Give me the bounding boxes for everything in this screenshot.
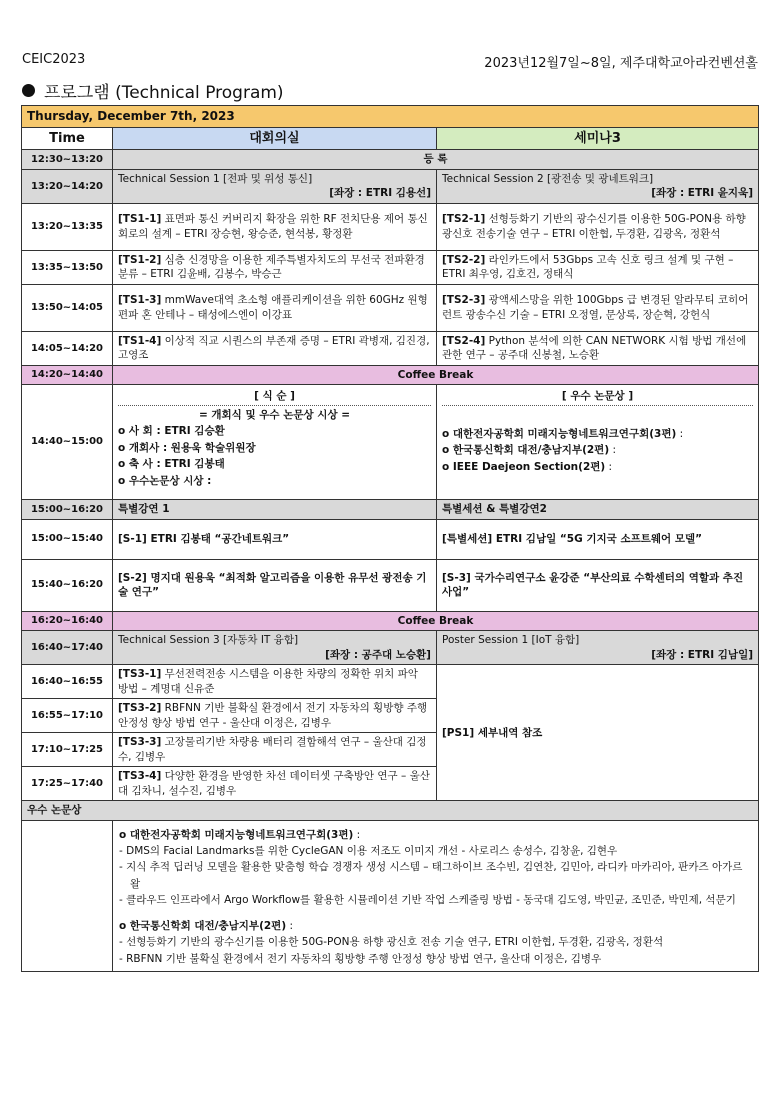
session1-header bbox=[113, 169, 437, 203]
time-cell: 12:30~13:20 bbox=[22, 150, 113, 169]
session-header-row bbox=[22, 631, 759, 665]
session1-chair: [좌장 : ETRI 김용선] bbox=[329, 187, 431, 200]
awards-group: o 한국통신학회 대전/충남지부(2편) : bbox=[119, 920, 294, 933]
bullet-dot-icon bbox=[22, 84, 35, 97]
coffee-break-label: Coffee Break bbox=[113, 611, 759, 630]
time-cell: 13:35~13:50 bbox=[22, 250, 113, 284]
program-title bbox=[22, 78, 284, 103]
awards-item: - 클라우드 인프라에서 Argo Workflow를 활용한 시뮬레이션 기반 작업 스케줄링 방법 - 동국대 김도영, 박민균, 조민준, 박민제, 석문기 bbox=[119, 893, 736, 906]
poster-session-header bbox=[437, 631, 759, 665]
paper-text: 표면파 통신 커버리지 확장을 위한 RF 전치단용 제어 통신 회로의 설계 – ETRI 장승현, 왕승준, 현석봉, 황정환 bbox=[118, 213, 428, 240]
paper-id: [TS1-1] bbox=[118, 213, 162, 226]
paper-text: mmWave대역 초소형 애플리케이션을 위한 60GHz 원형편파 혼 안테나 – 태성에스엔이 이강표 bbox=[118, 294, 428, 321]
day-label: Thursday, December 7th, 2023 bbox=[22, 106, 759, 128]
poster-session-body: [PS1] 세부내역 참조 bbox=[437, 665, 759, 801]
talk-cell bbox=[113, 733, 437, 767]
session3-title: Technical Session 3 [자동차 IT 융합] bbox=[118, 634, 299, 647]
talk-cell bbox=[437, 250, 759, 284]
ceremony-subtitle: = 개회식 및 우수 논문상 시상 = bbox=[198, 408, 351, 421]
talk-cell bbox=[113, 767, 437, 801]
conference-name: CEIC2023 bbox=[22, 52, 86, 67]
awards-list bbox=[113, 820, 759, 971]
awards-header-row bbox=[22, 801, 759, 820]
paper-text: 심층 신경망을 이용한 제주특별자치도의 무선국 전파환경 분류 – ETRI 김윤배, 김봉수, 박승근 bbox=[118, 253, 425, 281]
paper-text: 라인카드에서 53Gbps 고속 신호 링크 설계 및 구현 – ETRI 최우영, 김호건, 정태식 bbox=[442, 253, 734, 281]
paper-text: 이상적 직교 시퀀스의 부존재 증명 – ETRI 곽병재, 김진경, 고영조 bbox=[118, 334, 430, 362]
talk-cell bbox=[113, 284, 437, 331]
paper-id: [TS2-1] bbox=[442, 213, 486, 226]
paper-text: 다양한 환경을 반영한 차선 데이터셋 구축방안 연구 – 울산대 김차니, 설수진, 김병우 bbox=[118, 770, 430, 797]
awards-item: - 지식 추적 딥러닝 모델을 활용한 맞춤형 학습 경쟁자 생성 시스템 – 태그하이브 조수빈, 김연찬, 김민아, 라디카 마카리아, 판카즈 아가르왈 bbox=[119, 861, 743, 890]
time-cell: 14:05~14:20 bbox=[22, 331, 113, 365]
col-room1-header: 대회의실 bbox=[113, 127, 437, 150]
paper-text: RBFNN 기반 불확실 환경에서 전기 자동차의 횡방향 주행 안정성 향상 방법 연구 - 울산대 이정은, 김병우 bbox=[118, 702, 428, 729]
talk-cell bbox=[113, 203, 437, 250]
session3-chair: [좌장 : 공주대 노승환] bbox=[325, 648, 431, 661]
session-header-row bbox=[22, 169, 759, 203]
best-paper-item: o 대한전자공학회 미래지능형네트워크연구회(3편) : bbox=[442, 427, 684, 440]
time-cell: 13:20~14:20 bbox=[22, 169, 113, 203]
col-time-header: Time bbox=[22, 127, 113, 150]
paper-id: [TS3-4] bbox=[118, 770, 162, 783]
time-cell: 14:20~14:40 bbox=[22, 365, 113, 384]
talk-cell bbox=[113, 331, 437, 365]
talk-cell bbox=[437, 331, 759, 365]
paper-text: Python 분석에 의한 CAN NETWORK 시험 방법 개선에 관한 연구 – 공주대 신봉철, 노승환 bbox=[442, 334, 747, 362]
special-session-title: 특별세션 & 특별강연2 bbox=[437, 500, 759, 519]
talk-row bbox=[22, 665, 759, 699]
poster-session-chair: [좌장 : ETRI 김남일] bbox=[651, 648, 754, 661]
paper-id: [TS3-1] bbox=[118, 668, 162, 681]
talk-cell bbox=[113, 665, 437, 699]
poster-session-title: Poster Session 1 [IoT 융합] bbox=[442, 634, 580, 647]
special-talk: [특별세션] ETRI 김남일 “5G 기지국 소프트웨어 모델” bbox=[437, 519, 759, 559]
awards-item: - DMS의 Facial Landmarks를 위한 CycleGAN 이용 저조도 이미지 개선 - 사로리스 송성수, 김창윤, 김현우 bbox=[119, 844, 618, 857]
ceremony-item: o 우수논문상 시상 : bbox=[118, 474, 212, 487]
coffee-break-row bbox=[22, 611, 759, 630]
time-cell: 16:40~17:40 bbox=[22, 631, 113, 665]
special-talk: [S-3] 국가수리연구소 윤강준 “부산의료 수학센터의 역할과 추진사업” bbox=[437, 559, 759, 611]
talk-row bbox=[22, 250, 759, 284]
paper-id: [TS2-3] bbox=[442, 294, 486, 307]
ceremony-item: o 축 사 : ETRI 김봉태 bbox=[118, 458, 225, 471]
talk-cell bbox=[437, 203, 759, 250]
program-table bbox=[21, 105, 759, 972]
awards-label: 우수 논문상 bbox=[22, 801, 759, 820]
special-header-row bbox=[22, 500, 759, 519]
paper-id: [TS1-3] bbox=[118, 294, 162, 307]
paper-id: [TS2-2] bbox=[442, 253, 486, 266]
paper-id: [TS1-4] bbox=[118, 334, 162, 347]
time-cell: 13:50~14:05 bbox=[22, 284, 113, 331]
special-lecture-title: 특별강연 1 bbox=[113, 500, 437, 519]
awards-item: - RBFNN 기반 불확실 환경에서 전기 자동차의 횡방향 주행 안정성 향상 방법 연구, 울산대 이정은, 김병우 bbox=[119, 952, 602, 965]
day-row bbox=[22, 106, 759, 128]
time-cell: 15:00~16:20 bbox=[22, 500, 113, 519]
column-header-row bbox=[22, 127, 759, 150]
special-talk: [S-2] 명지대 원용욱 “최적화 알고리즘을 이용한 유무선 광전송 기술 연구” bbox=[113, 559, 437, 611]
ceremony-item: o 사 회 : ETRI 김승환 bbox=[118, 425, 225, 438]
ceremony-row bbox=[22, 385, 759, 500]
special-talk: [S-1] ETRI 김봉태 “공간네트워크” bbox=[113, 519, 437, 559]
time-cell: 17:25~17:40 bbox=[22, 767, 113, 801]
paper-text: 선형등화기 기반의 광수신기를 이용한 50G-PON용 하향 광신호 전송기술 연구 – ETRI 이한협, 두경환, 김광옥, 정환석 bbox=[442, 213, 746, 240]
session2-header bbox=[437, 169, 759, 203]
best-paper-item: o IEEE Daejeon Section(2편) : bbox=[442, 460, 613, 473]
time-cell: 14:40~15:00 bbox=[22, 385, 113, 500]
session2-title: Technical Session 2 [광전송 및 광네트워크] bbox=[442, 172, 654, 185]
session1-title: Technical Session 1 [전파 및 위성 통신] bbox=[118, 172, 313, 185]
time-cell: 16:55~17:10 bbox=[22, 699, 113, 733]
best-paper-item: o 한국통신학회 대전/충남지부(2편) : bbox=[442, 444, 617, 457]
time-cell: 16:20~16:40 bbox=[22, 611, 113, 630]
registration-label: 등 록 bbox=[113, 150, 759, 169]
time-cell: 15:40~16:20 bbox=[22, 559, 113, 611]
best-paper-cell bbox=[437, 385, 759, 500]
awards-item: - 선형등화기 기반의 광수신기를 이용한 50G-PON용 하향 광신호 전송 기술 연구, ETRI 이한협, 두경환, 김광옥, 정환석 bbox=[119, 936, 664, 949]
talk-row bbox=[22, 331, 759, 365]
paper-id: [TS3-2] bbox=[118, 702, 162, 715]
ceremony-item: o 개회사 : 원용욱 학술위원장 bbox=[118, 441, 256, 454]
paper-id: [TS1-2] bbox=[118, 253, 162, 266]
ceremony-order-head: [ 식 순 ] bbox=[118, 389, 431, 405]
paper-text: 고장물리기반 차량용 배터리 결함해석 연구 – 울산대 김정수, 김병우 bbox=[118, 736, 427, 763]
session3-header bbox=[113, 631, 437, 665]
talk-row bbox=[22, 284, 759, 331]
talk-cell bbox=[113, 250, 437, 284]
time-cell: 16:40~16:55 bbox=[22, 665, 113, 699]
conference-date-venue: 2023년12월7일~8일, 제주대학교아라컨벤션홀 bbox=[484, 56, 758, 71]
time-cell: 17:10~17:25 bbox=[22, 733, 113, 767]
talk-row bbox=[22, 203, 759, 250]
awards-empty-cell bbox=[22, 820, 113, 971]
time-cell: 15:00~15:40 bbox=[22, 519, 113, 559]
special-row bbox=[22, 559, 759, 611]
special-row bbox=[22, 519, 759, 559]
awards-group: o 대한전자공학회 미래지능형네트워크연구회(3편) : bbox=[119, 828, 361, 841]
ceremony-order-cell bbox=[113, 385, 437, 500]
paper-text: 광액세스망을 위한 100Gbps 급 변경된 알라무티 코히어런트 광송수신 기술 – ETRI 오정열, 문상록, 장순혁, 강헌식 bbox=[442, 294, 749, 321]
paper-id: [TS2-4] bbox=[442, 334, 486, 347]
best-paper-head: [ 우수 논문상 ] bbox=[442, 389, 753, 405]
time-cell: 13:20~13:35 bbox=[22, 203, 113, 250]
paper-id: [TS3-3] bbox=[118, 736, 162, 749]
paper-text: 무선전력전송 시스템을 이용한 차량의 정확한 위치 파악 방법 – 계명대 신유준 bbox=[118, 668, 418, 695]
coffee-break-row bbox=[22, 365, 759, 384]
coffee-break-label: Coffee Break bbox=[113, 365, 759, 384]
talk-cell bbox=[113, 699, 437, 733]
col-room2-header: 세미나3 bbox=[437, 127, 759, 150]
registration-row bbox=[22, 150, 759, 169]
awards-row bbox=[22, 820, 759, 971]
session2-chair: [좌장 : ETRI 윤지욱] bbox=[651, 187, 754, 200]
talk-cell bbox=[437, 284, 759, 331]
program-title-text: 프로그램 (Technical Program) bbox=[44, 83, 284, 103]
